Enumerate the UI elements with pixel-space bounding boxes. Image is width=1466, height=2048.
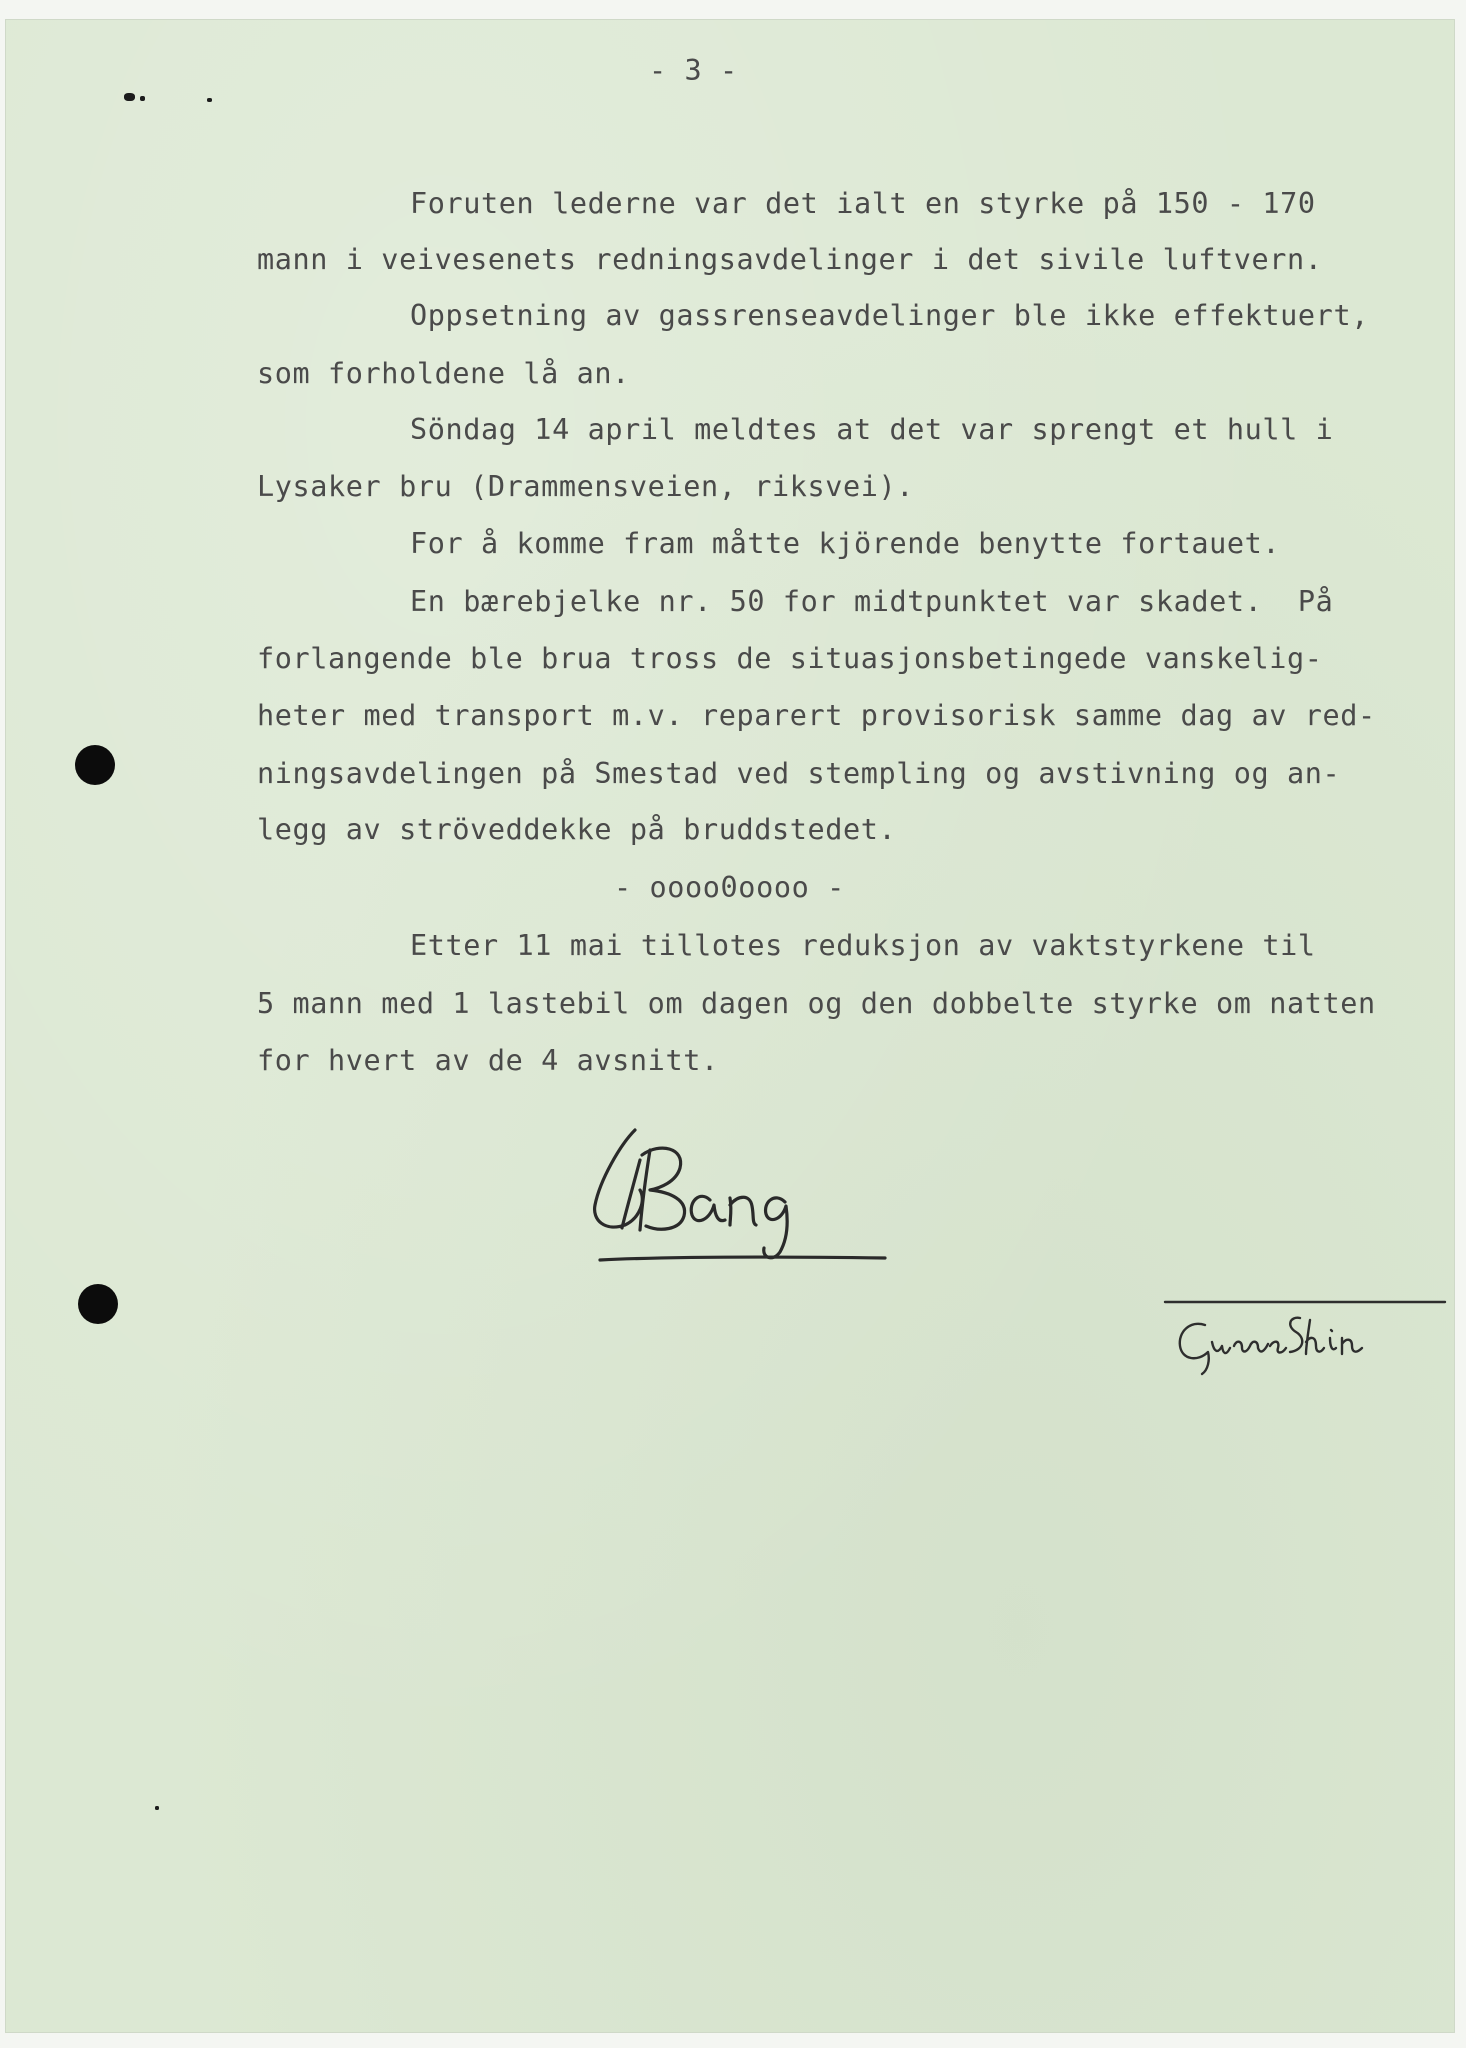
ink-speck bbox=[124, 93, 135, 101]
ink-speck bbox=[207, 98, 212, 102]
text-line: Lysaker bru (Drammensveien, riksvei). bbox=[257, 470, 915, 503]
section-divider: - oooo0oooo - bbox=[614, 871, 845, 904]
text-line: En bærebjelke nr. 50 for midtpunktet var skadet. På bbox=[410, 585, 1334, 618]
text-line: ningsavdelingen på Smestad ved stempling og avstivning og an- bbox=[257, 757, 1341, 790]
ink-speck bbox=[140, 96, 145, 101]
text-line: For å komme fram måtte kjörende benytte fortauet. bbox=[410, 527, 1281, 560]
text-line: mann i veivesenets redningsavdelinger i det sivile luftvern. bbox=[257, 243, 1323, 276]
page-number: - 3 - bbox=[649, 54, 738, 87]
text-line: som forholdene lå an. bbox=[257, 357, 630, 390]
signature-margin bbox=[1150, 1290, 1450, 1380]
text-line: Oppsetning av gassrenseavdelinger ble ikke effektuert, bbox=[410, 299, 1369, 332]
punch-hole bbox=[78, 1284, 118, 1324]
text-line: Etter 11 mai tillotes reduksjon av vaktstyrkene til bbox=[410, 929, 1316, 962]
punch-hole bbox=[75, 745, 115, 785]
ink-speck bbox=[155, 1806, 159, 1810]
text-line: forlangende ble brua tross de situasjonsbetingede vanskelig- bbox=[257, 642, 1323, 675]
signature-main bbox=[580, 1120, 900, 1270]
text-line: for hvert av de 4 avsnitt. bbox=[257, 1044, 719, 1077]
text-line: legg av ströveddekke på bruddstedet. bbox=[257, 813, 897, 846]
text-line: heter med transport m.v. reparert provisorisk samme dag av red- bbox=[257, 699, 1376, 732]
text-line: Foruten lederne var det ialt en styrke på 150 - 170 bbox=[410, 187, 1316, 220]
text-line: Söndag 14 april meldtes at det var sprengt et hull i bbox=[410, 413, 1334, 446]
text-line: 5 mann med 1 lastebil om dagen og den dobbelte styrke om natten bbox=[257, 987, 1376, 1020]
